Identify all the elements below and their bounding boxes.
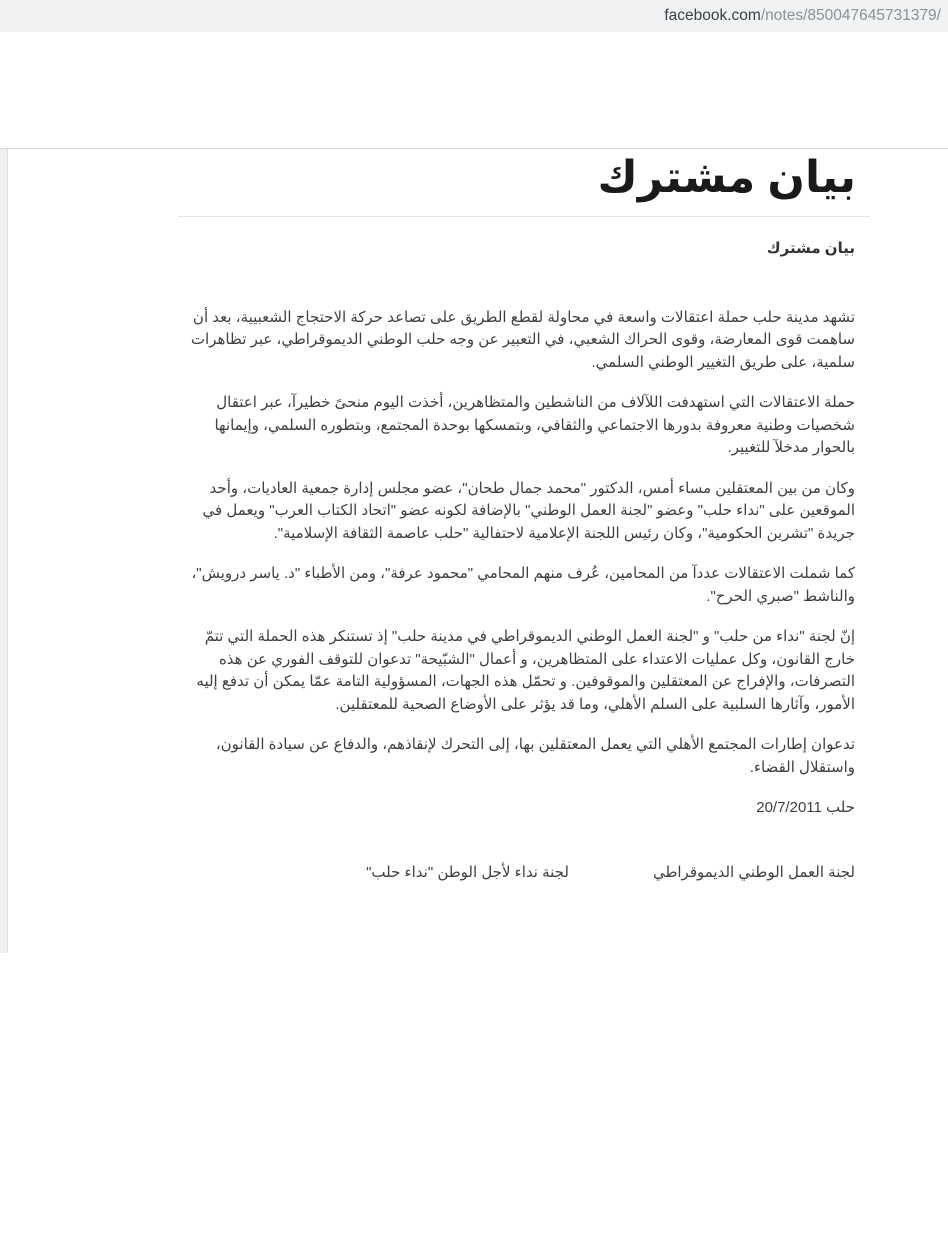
signature-committee-national-action: لجنة العمل الوطني الديموقراطي [652, 863, 855, 881]
dateline: حلب 20/7/2011 [756, 799, 855, 816]
note-paragraph: تشهد مدينة حلب حملة اعتقالات واسعة في محاولة لقطع الطريق على تصاعد حركة الاحتجاج الشعبيية، بعد أن ساهمت قوى المعارضة، وقوى الحراك الشعبي، في التعبير عن وجه حلب الوطني الديموقراطي، عبر تظاهرات سلمية، على طريق التغيير الوطني السلمي. [190, 308, 855, 371]
signature-row [190, 862, 855, 885]
note-subtitle: بيان مشترك [766, 240, 855, 257]
note-paragraph: إنّ لجنة "نداء من حلب" و "لجنة العمل الوطني الديموقراطي في مدينة حلب" إذ تستنكر هذه الحملة التي تتمّ خارج القانون، وكل عمليات الاعتداء على المتظاهرين، و أعمال "الشبّيحة" تدعوان للتوقف الفوري عن هذه التصرفات، والإفراج عن المعتقلين والموقوفين. و تحمّل هذه الجهات، المسؤولية التامة عمّا يمكن أن تدفع إليه الأمور، وآثارها السلبية على السلم الأهلي، وما قد يؤثر على الأوضاع الصحية للمعتقلين. [196, 628, 855, 713]
url-path: /notes/850047645731379/ [760, 7, 941, 24]
note-paragraph: كما شملت الاعتقالات عددآ من المحامين، عُرف منهم المحامي "محمود عرفة"، ومن الأطباء "د. ياسر درويش"، والناشط "صبري الحرح". [191, 565, 855, 605]
title-divider [178, 216, 870, 217]
note-paragraph: حملة الاعتقالات التي استهدفت اللآلاف من الناشطين والمتظاهرين، أخذت اليوم منحىً خطيرآ، عبر اعتقال شخصيات وطنية معروفة بدورها الاجتماعي والثقافي، وبتمسكها بوحدة المجتمع، وبتطوره السلمي، وإيمانها بالحوار مدخلآ للتغيير. [214, 394, 855, 456]
note-body [178, 238, 870, 884]
note-content [178, 149, 870, 884]
note-pane [0, 148, 948, 953]
signature-committee-nida-alwatan: لجنة نداء لأجل الوطن "نداء حلب" [366, 863, 569, 881]
scrollbar-track[interactable] [0, 149, 8, 953]
note-title: بيان مشترك [597, 153, 856, 202]
note-paragraph: وكان من بين المعتقلين مساء أمس، الدكتور "محمد جمال طحان"، عضو مجلس إدارة جمعية العاديات، وأحد الموقعين على "نداء حلب" وعضو "لجنة العمل الوطني" بالإضافة لكونه عضو "اتحاد الكتاب العرب" ويعمل في جريدة "تشرين الحكومية"، وكان رئيس اللجنة الإعلامية لاحتفالية "حلب عاصمة الثقافة الإسلامية". [202, 479, 855, 542]
browser-url-bar[interactable] [0, 0, 948, 32]
url-host: facebook.com [664, 7, 761, 24]
note-paragraph: تدعوان إطارات المجتمع الأهلي التي يعمل المعتقلين بها، إلى التحرك لإنقاذهم، والدفاع عن سيادة القانون، واستقلال القضاء. [215, 736, 855, 776]
